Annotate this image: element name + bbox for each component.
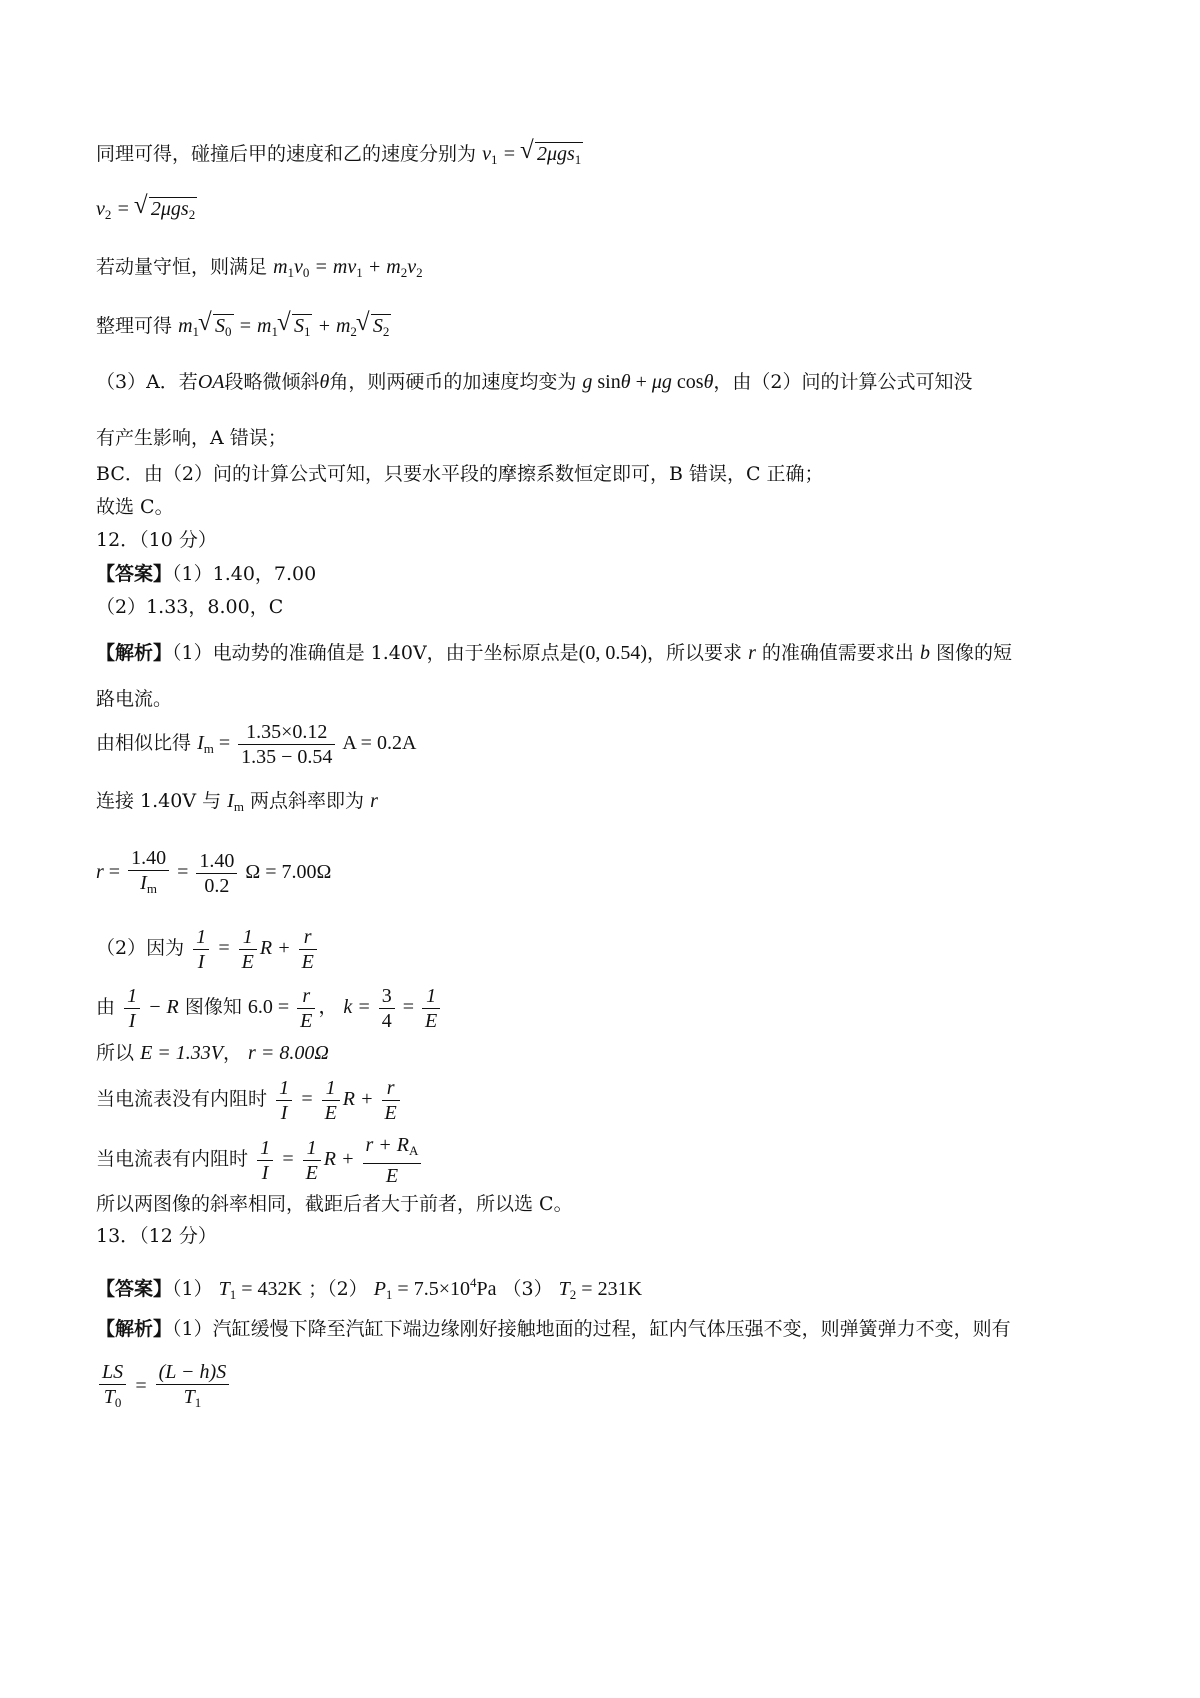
analysis-12-line1 <box>96 640 1104 666</box>
line-velocity-v1 <box>96 141 1104 173</box>
text: 由 <box>96 996 116 1018</box>
text: ；（2） <box>308 1278 368 1300</box>
frac-denominator: 1.35 − 0.54 <box>241 745 333 768</box>
answer-label: 【答案】 <box>96 563 173 585</box>
text: 同理可得，碰撞后甲的速度和乙的速度分别为 <box>96 143 477 165</box>
answer-label: 【答案】 <box>96 1278 173 1300</box>
analysis-12-line2: 路电流。 <box>96 688 173 710</box>
text: 角，则两硬币的加速度均变为 <box>329 371 577 393</box>
eq-t2: $T_2 = 231K$ <box>558 1278 643 1302</box>
text: 由相似比得 <box>96 732 192 754</box>
text: 所以 <box>96 1042 135 1064</box>
text: （2）因为 <box>96 937 185 959</box>
text: ，所以要求 <box>647 642 743 664</box>
frac-numerator: 3 <box>379 984 395 1009</box>
eq-p1: $P_1 = 7.5\times 10^4Pa$ <box>373 1275 497 1302</box>
line-simplify <box>96 313 1104 345</box>
segment-label: OA <box>197 371 225 393</box>
text: 当电流表有内阻时 <box>96 1148 249 1171</box>
text: 若动量守恒，则满足 <box>96 256 268 278</box>
symbol-im: $I_m$ <box>227 790 244 814</box>
text: 段略微倾斜 <box>224 371 320 393</box>
question-12-heading: 12．（10 分） <box>96 529 217 551</box>
line-choice-c: 故选 C。 <box>96 496 174 518</box>
text: 整理可得 <box>96 315 173 337</box>
eq-intercept: 6.0 = $\frac{r}{E}$ ， k = $\frac{3}{4}$ = $\frac{1}{E}$ <box>248 996 443 1018</box>
answer-12-line2: （2）1.33，8.00，C <box>96 596 284 618</box>
eq-r <box>96 846 1104 901</box>
angle-symbol: θ <box>319 371 330 393</box>
eq-no-ra: $\frac{1}{I}$ = $\frac{1}{E}$ R + $\frac{r}{E}$ <box>273 1088 403 1110</box>
frac-numerator: 1.40 <box>196 849 237 874</box>
line-result-er: 所以 E = 1.33V， r = 8.00Ω <box>96 1042 329 1064</box>
frac-denominator: 4 <box>381 1009 392 1032</box>
line-part3-bc: BC．由（2）问的计算公式可知，只要水平段的摩擦系数恒定即可，B 错误，C 正确； <box>96 463 824 485</box>
line-similar-ratio <box>96 719 1104 773</box>
frac-denominator: 0.2 <box>204 875 230 897</box>
frac-denominator: $I_m$ <box>140 872 157 896</box>
text: ，由（2）问的计算公式可知没 <box>713 371 973 393</box>
line-with-internal <box>96 1133 1104 1188</box>
line-part3-a <box>96 369 1104 395</box>
symbol-r: r <box>370 790 378 812</box>
text: 连接 1.40V 与 <box>96 790 222 812</box>
line-conclusion-12: 所以两图像的斜率相同，截距后者大于前者，所以选 C。 <box>96 1193 573 1215</box>
origin-coord: (0, 0.54) <box>578 642 647 664</box>
text: （3） <box>502 1278 553 1300</box>
eq-simplify: $m_1√$ $S_0 = m_1√$ $S_1 + m_2√$ $S_2$ <box>178 315 391 337</box>
question-13-heading: 13．（12 分） <box>96 1225 217 1247</box>
frac-numerator: 1.40 <box>128 846 169 871</box>
p1-unit: Pa <box>476 1278 497 1300</box>
text: （1）电动势的准确值是 1.40V，由于坐标原点是 <box>172 642 579 664</box>
eq-v1: $v_1$ = √ 2μgs$_1$ <box>482 143 583 165</box>
six-eq: 6.0 = <box>247 996 290 1018</box>
line-connect <box>96 788 1104 820</box>
k-eq: k = <box>343 996 371 1018</box>
t1-value: = 432K <box>241 1278 303 1300</box>
im-result: A = 0.2A <box>342 732 417 754</box>
answer-13 <box>96 1270 1104 1308</box>
eq-linear: $\frac{1}{I}$ = $\frac{1}{E}$ R + $\frac{r}{E}$ <box>190 937 320 959</box>
symbol-r: r <box>748 642 756 664</box>
eq-r-body: r = $\frac{1.40}{I_m}$ = $\frac{1.40}{0.2}$ Ω = 7.00Ω <box>96 861 331 883</box>
text: （3）A．若 <box>96 371 198 393</box>
t2-value: = 231K <box>581 1278 643 1300</box>
eq-v2: $v_2$ = √ 2μgs$_2$ <box>96 196 1104 228</box>
eq-gas-law-body: $\frac{LS}{T_0}$ = $\frac{(L - h)S}{T_1}$ <box>96 1375 232 1397</box>
eq-momentum: $m_1v_0 = mv_1 + m_2v_2$ <box>273 256 423 280</box>
analysis-label: 【解析】 <box>96 1318 173 1340</box>
line-part2-because <box>96 924 1104 974</box>
line-no-internal <box>96 1075 1104 1125</box>
p1-value: = 7.5×10 <box>397 1278 470 1300</box>
line-part3-a-cont: 有产生影响，A 错误； <box>96 427 287 449</box>
analysis-label: 【解析】 <box>96 642 173 664</box>
answer-12-line1 <box>96 561 1104 587</box>
text: （1）汽缸缓慢下降至汽缸下端边缘刚好接触地面的过程，缸内气体压强不变，则弹簧弹力不变，则有 <box>172 1318 1011 1340</box>
eq-acceleration: g sinθ + μg cosθ <box>582 371 714 393</box>
eq-t1: $T_1 = 432K$ <box>218 1278 303 1302</box>
r-result: Ω = 7.00Ω <box>245 861 332 884</box>
text: 的准确值需要求出 <box>761 642 914 664</box>
line-graph <box>96 983 1104 1033</box>
eq-r-value: r = 8.00Ω <box>248 1042 329 1064</box>
text: （1） <box>172 1278 213 1300</box>
text: 两点斜率即为 <box>250 790 365 812</box>
eq-e: E = 1.33V <box>140 1042 223 1064</box>
eq-graph-axis: $\frac{1}{I}$ − R <box>121 996 179 1018</box>
frac-numerator: 1.35×0.12 <box>238 720 335 745</box>
text: 图像知 <box>184 996 242 1018</box>
symbol-b: b <box>919 642 930 664</box>
eq-im: $I_m$ = $\frac{1.35\times 0.12}{1.35 - 0.54}$ A = 0.2A <box>197 720 417 768</box>
p1-exponent: 4 <box>469 1275 477 1290</box>
eq-with-ra: $\frac{1}{I}$ = $\frac{1}{E}$ R + $\frac{r + R_A}{E}$ <box>254 1148 424 1170</box>
text: （1）1.40，7.00 <box>172 563 317 585</box>
text: 当电流表没有内阻时 <box>96 1088 268 1110</box>
text: 图像的短 <box>936 642 1013 664</box>
analysis-13-line1 <box>96 1316 1104 1342</box>
eq-gas-law <box>96 1360 1104 1415</box>
line-momentum <box>96 254 1104 286</box>
